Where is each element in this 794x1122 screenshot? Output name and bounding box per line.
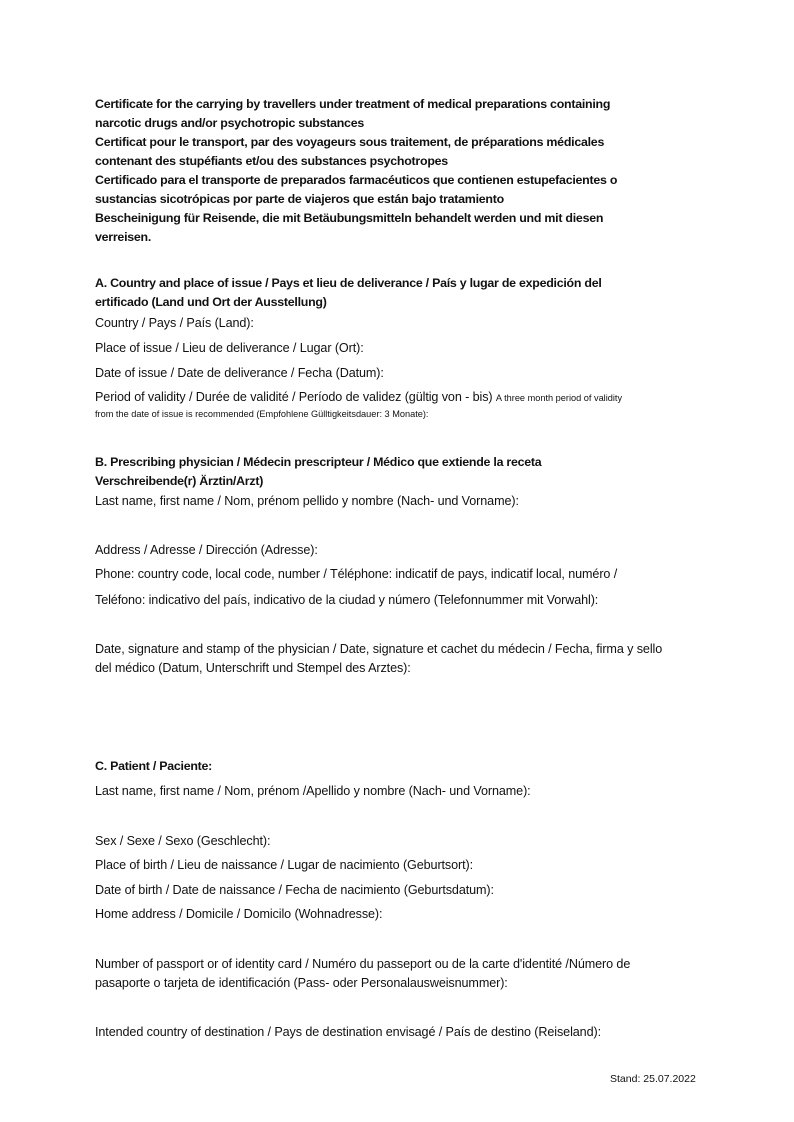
title-line-8: verreisen. [95, 230, 152, 244]
title-line-1: Certificate for the carrying by travellers under treatment of medical preparations containing [95, 97, 611, 111]
title-line-3: Certificat pour le transport, par des voyageurs sous traitement, de préparations médicales [95, 135, 605, 149]
patient-birthdate-label: Date of birth / Date de naissance / Fecha de nacimiento (Geburtsdatum): [95, 883, 494, 897]
section-c-heading: C. Patient / Paciente: [95, 759, 213, 773]
physician-phone-label-cont: Teléfono: indicativo del país, indicativo de la ciudad y número (Telefonnummer mit Vorwahl): [95, 593, 599, 607]
passport-number-label-cont: pasaporte o tarjeta de identificación (Pass- oder Personalausweisnummer): [95, 976, 508, 990]
place-of-issue-label: Place of issue / Lieu de deliverance / Lugar (Ort): [95, 341, 364, 355]
title-line-2: narcotic drugs and/or psychotropic substances [95, 116, 364, 130]
physician-phone-label: Phone: country code, local code, number / Téléphone: indicatif de pays, indicatif local, numéro / [95, 567, 618, 581]
section-b-heading-cont: Verschreibende(r) Ärztin/Arzt) [95, 474, 264, 488]
country-field-label: Country / Pays / País (Land): [95, 316, 254, 330]
validity-note: A three month period of validity [495, 393, 623, 403]
passport-number-label: Number of passport or of identity card / Numéro du passeport ou de la carte d'identité /Número de [95, 957, 631, 971]
title-line-5: Certificado para el transporte de preparados farmacéuticos que contienen estupefacientes o [95, 173, 618, 187]
period-of-validity-label [95, 390, 622, 404]
title-line-6: sustancias sicotrópicas por parte de viajeros que están bajo tratamiento [95, 192, 504, 206]
period-of-validity-text: Period of validity / Durée de validité / Período de validez (gültig von - bis) [95, 390, 493, 404]
title-line-7: Bescheinigung für Reisende, die mit Betäubungsmitteln behandelt werden und mit diesen [95, 211, 604, 225]
patient-name-label: Last name, first name / Nom, prénom /Apellido y nombre (Nach- und Vorname): [95, 784, 531, 798]
section-a-heading: A. Country and place of issue / Pays et lieu de deliverance / País y lugar de expedición del [95, 276, 602, 290]
physician-name-label: Last name, first name / Nom, prénom pellido y nombre (Nach- und Vorname): [95, 494, 519, 508]
validity-note-cont: from the date of issue is recommended (Empfohlene Gülltigkeitsdauer: 3 Monate): [95, 409, 429, 419]
patient-sex-label: Sex / Sexe / Sexo (Geschlecht): [95, 834, 271, 848]
physician-address-label: Address / Adresse / Dirección (Adresse): [95, 543, 318, 557]
patient-home-address-label: Home address / Domicile / Domicilo (Wohnadresse): [95, 907, 383, 921]
footer-date-stamp: Stand: 25.07.2022 [610, 1073, 696, 1085]
patient-birthplace-label: Place of birth / Lieu de naissance / Lugar de nacimiento (Geburtsort): [95, 858, 474, 872]
section-b-heading: B. Prescribing physician / Médecin prescripteur / Médico que extiende la receta [95, 455, 542, 469]
date-of-issue-label: Date of issue / Date de deliverance / Fecha (Datum): [95, 366, 384, 380]
physician-signature-label-cont: del médico (Datum, Unterschrift und Stempel des Arztes): [95, 661, 411, 675]
physician-signature-label: Date, signature and stamp of the physician / Date, signature et cachet du médecin / Fecha, firma y sello [95, 642, 663, 656]
title-line-4: contenant des stupéfiants et/ou des substances psychotropes [95, 154, 448, 168]
section-a-heading-cont: ertificado (Land und Ort der Ausstellung) [95, 295, 327, 309]
destination-country-label: Intended country of destination / Pays de destination envisagé / País de destino (Reiseland): [95, 1025, 601, 1039]
